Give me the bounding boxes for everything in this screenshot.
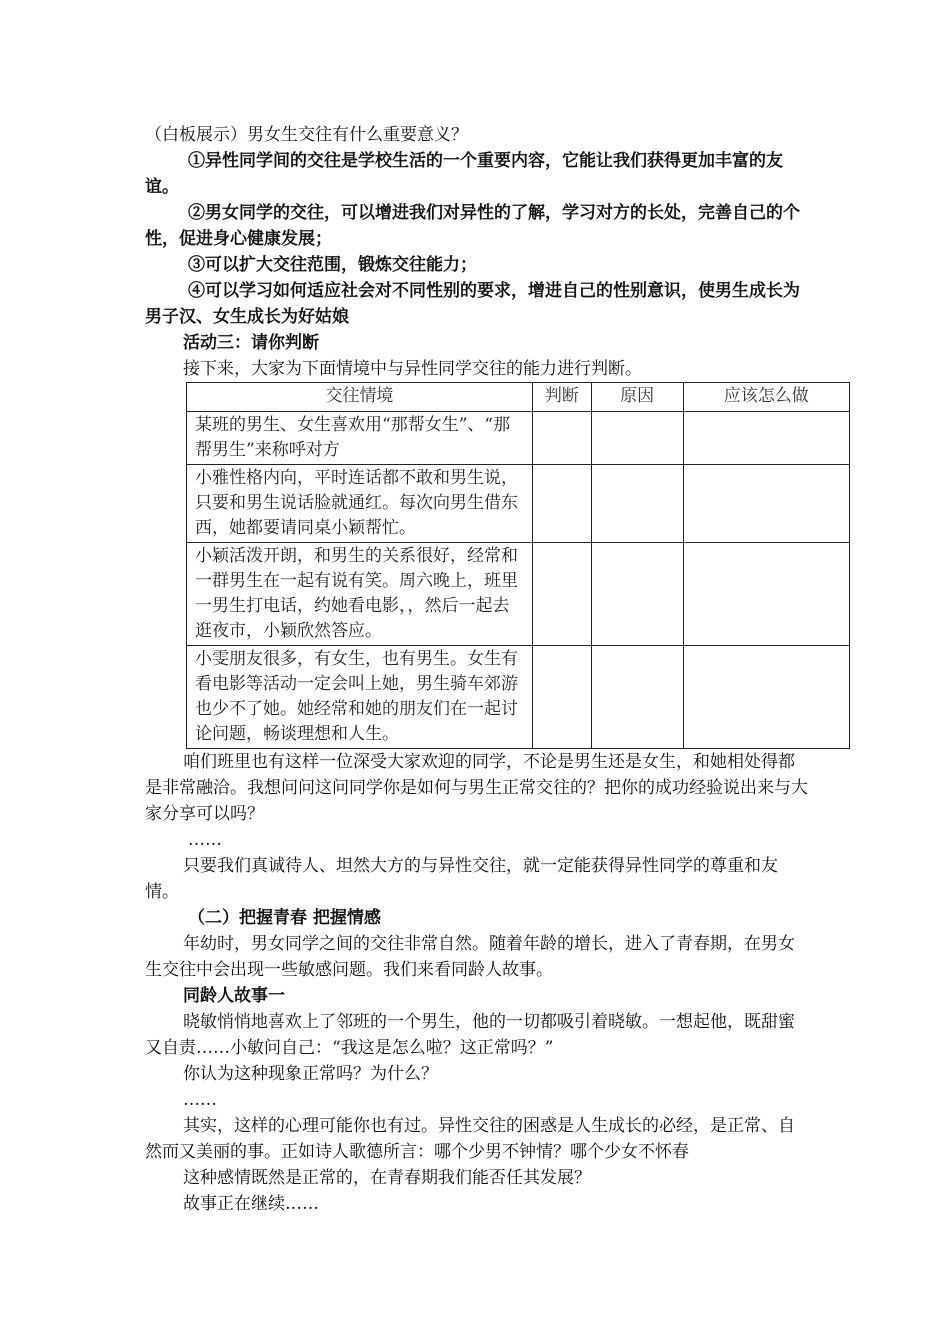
judge-cell: [532, 543, 591, 646]
header-scene: 交往情境: [187, 383, 533, 412]
normal-paragraph: 其实，这样的心理可能你也有过。异性交往的困惑是人生成长的必经，是正常、自然而又美丽的事。正如诗人歌德所言：哪个少男不钟情？哪个少女不怀春: [145, 1116, 795, 1162]
point-3: ③可以扩大交往范围，锻炼交往能力；: [188, 255, 477, 275]
how-cell: [683, 646, 849, 749]
story-continue: 故事正在继续……: [183, 1194, 319, 1214]
table-row: [187, 412, 850, 465]
summary-paragraph: 只要我们真诚待人、坦然大方的与异性交往，就一定能获得异性同学的尊重和友情。: [145, 856, 778, 902]
reason-cell: [591, 646, 683, 749]
story1-text: 晓敏悄悄地喜欢上了邻班的一个男生，他的一切都吸引着晓敏。一想起他，既甜蜜又自责……小敏问自己：“我这是怎么啦？这正常吗？”: [145, 1012, 795, 1058]
after-table-paragraph: 咱们班里也有这样一位深受大家欢迎的同学，不论是男生还是女生，和她相处得都是非常融洽。我想问问这问同学你是如何与男生正常交往的？把你的成功经验说出来与大家分享可以吗？: [145, 752, 808, 824]
point-2: ②男女同学的交往，可以增进我们对异性的了解，学习对方的长处，完善自己的个性，促进身心健康发展；: [145, 203, 800, 249]
judge-cell: [532, 412, 591, 465]
ellipsis-1: ……: [188, 830, 222, 850]
how-cell: [683, 465, 849, 543]
reason-cell: [591, 465, 683, 543]
reason-cell: [591, 543, 683, 646]
section2-title: （二）把握青春 把握情感: [188, 908, 381, 928]
table-row: [187, 646, 850, 749]
reason-cell: [591, 412, 683, 465]
point-4: ④可以学习如何适应社会对不同性别的要求，增进自己的性别意识，使男生成长为男子汉、女生成长为好姑娘: [145, 281, 800, 327]
section2-intro: 年幼时，男女同学之间的交往非常自然。随着年龄的增长，进入了青春期，在男女生交往中会出现一些敏感问题。我们来看同龄人故事。: [145, 934, 795, 980]
judge-cell: [532, 646, 591, 749]
scene-cell: 小雅性格内向，平时连话都不敢和男生说，只要和男生说话脸就通红。每次向男生借东西，她都要请同桌小颖帮忙。: [187, 465, 533, 543]
question-1: 你认为这种现象正常吗？为什么？: [183, 1064, 438, 1084]
header-reason: 原因: [591, 383, 683, 412]
activity3-title: 活动三：请你判断: [183, 333, 319, 353]
scene-cell: 小颖活泼开朗，和男生的关系很好，经常和一群男生在一起有说有笑。周六晚上，班里一男生打电话，约她看电影，，然后一起去逛夜市，小颖欣然答应。: [187, 543, 533, 646]
scene-cell: 小雯朋友很多，有女生，也有男生。女生有看电影等活动一定会叫上她，男生骑车郊游也少不了她。她经常和她的朋友们在一起讨论问题，畅谈理想和人生。: [187, 646, 533, 749]
document-page: [145, 122, 810, 1217]
how-cell: [683, 543, 849, 646]
how-cell: [683, 412, 849, 465]
ellipsis-2: ……: [183, 1090, 217, 1110]
story1-title: 同龄人故事一: [183, 986, 285, 1006]
table-row: [187, 543, 850, 646]
table-row: [187, 465, 850, 543]
activity3-intro: 接下来，大家为下面情境中与异性同学交往的能力进行判断。: [183, 359, 642, 379]
header-judge: 判断: [532, 383, 591, 412]
point-1: ①异性同学间的交往是学校生活的一个重要内容，它能让我们获得更加丰富的友谊。: [145, 151, 783, 197]
scene-cell: 某班的男生、女生喜欢用“那帮女生”、“那帮男生”来称呼对方: [187, 412, 533, 465]
table-header-row: [187, 383, 850, 412]
header-how: 应该怎么做: [683, 383, 849, 412]
intro-line: （白板展示）男女生交往有什么重要意义？: [145, 125, 468, 145]
judge-cell: [532, 465, 591, 543]
judgement-table: [186, 382, 850, 749]
question-2: 这种感情既然是正常的，在青春期我们能否任其发展？: [183, 1168, 591, 1188]
